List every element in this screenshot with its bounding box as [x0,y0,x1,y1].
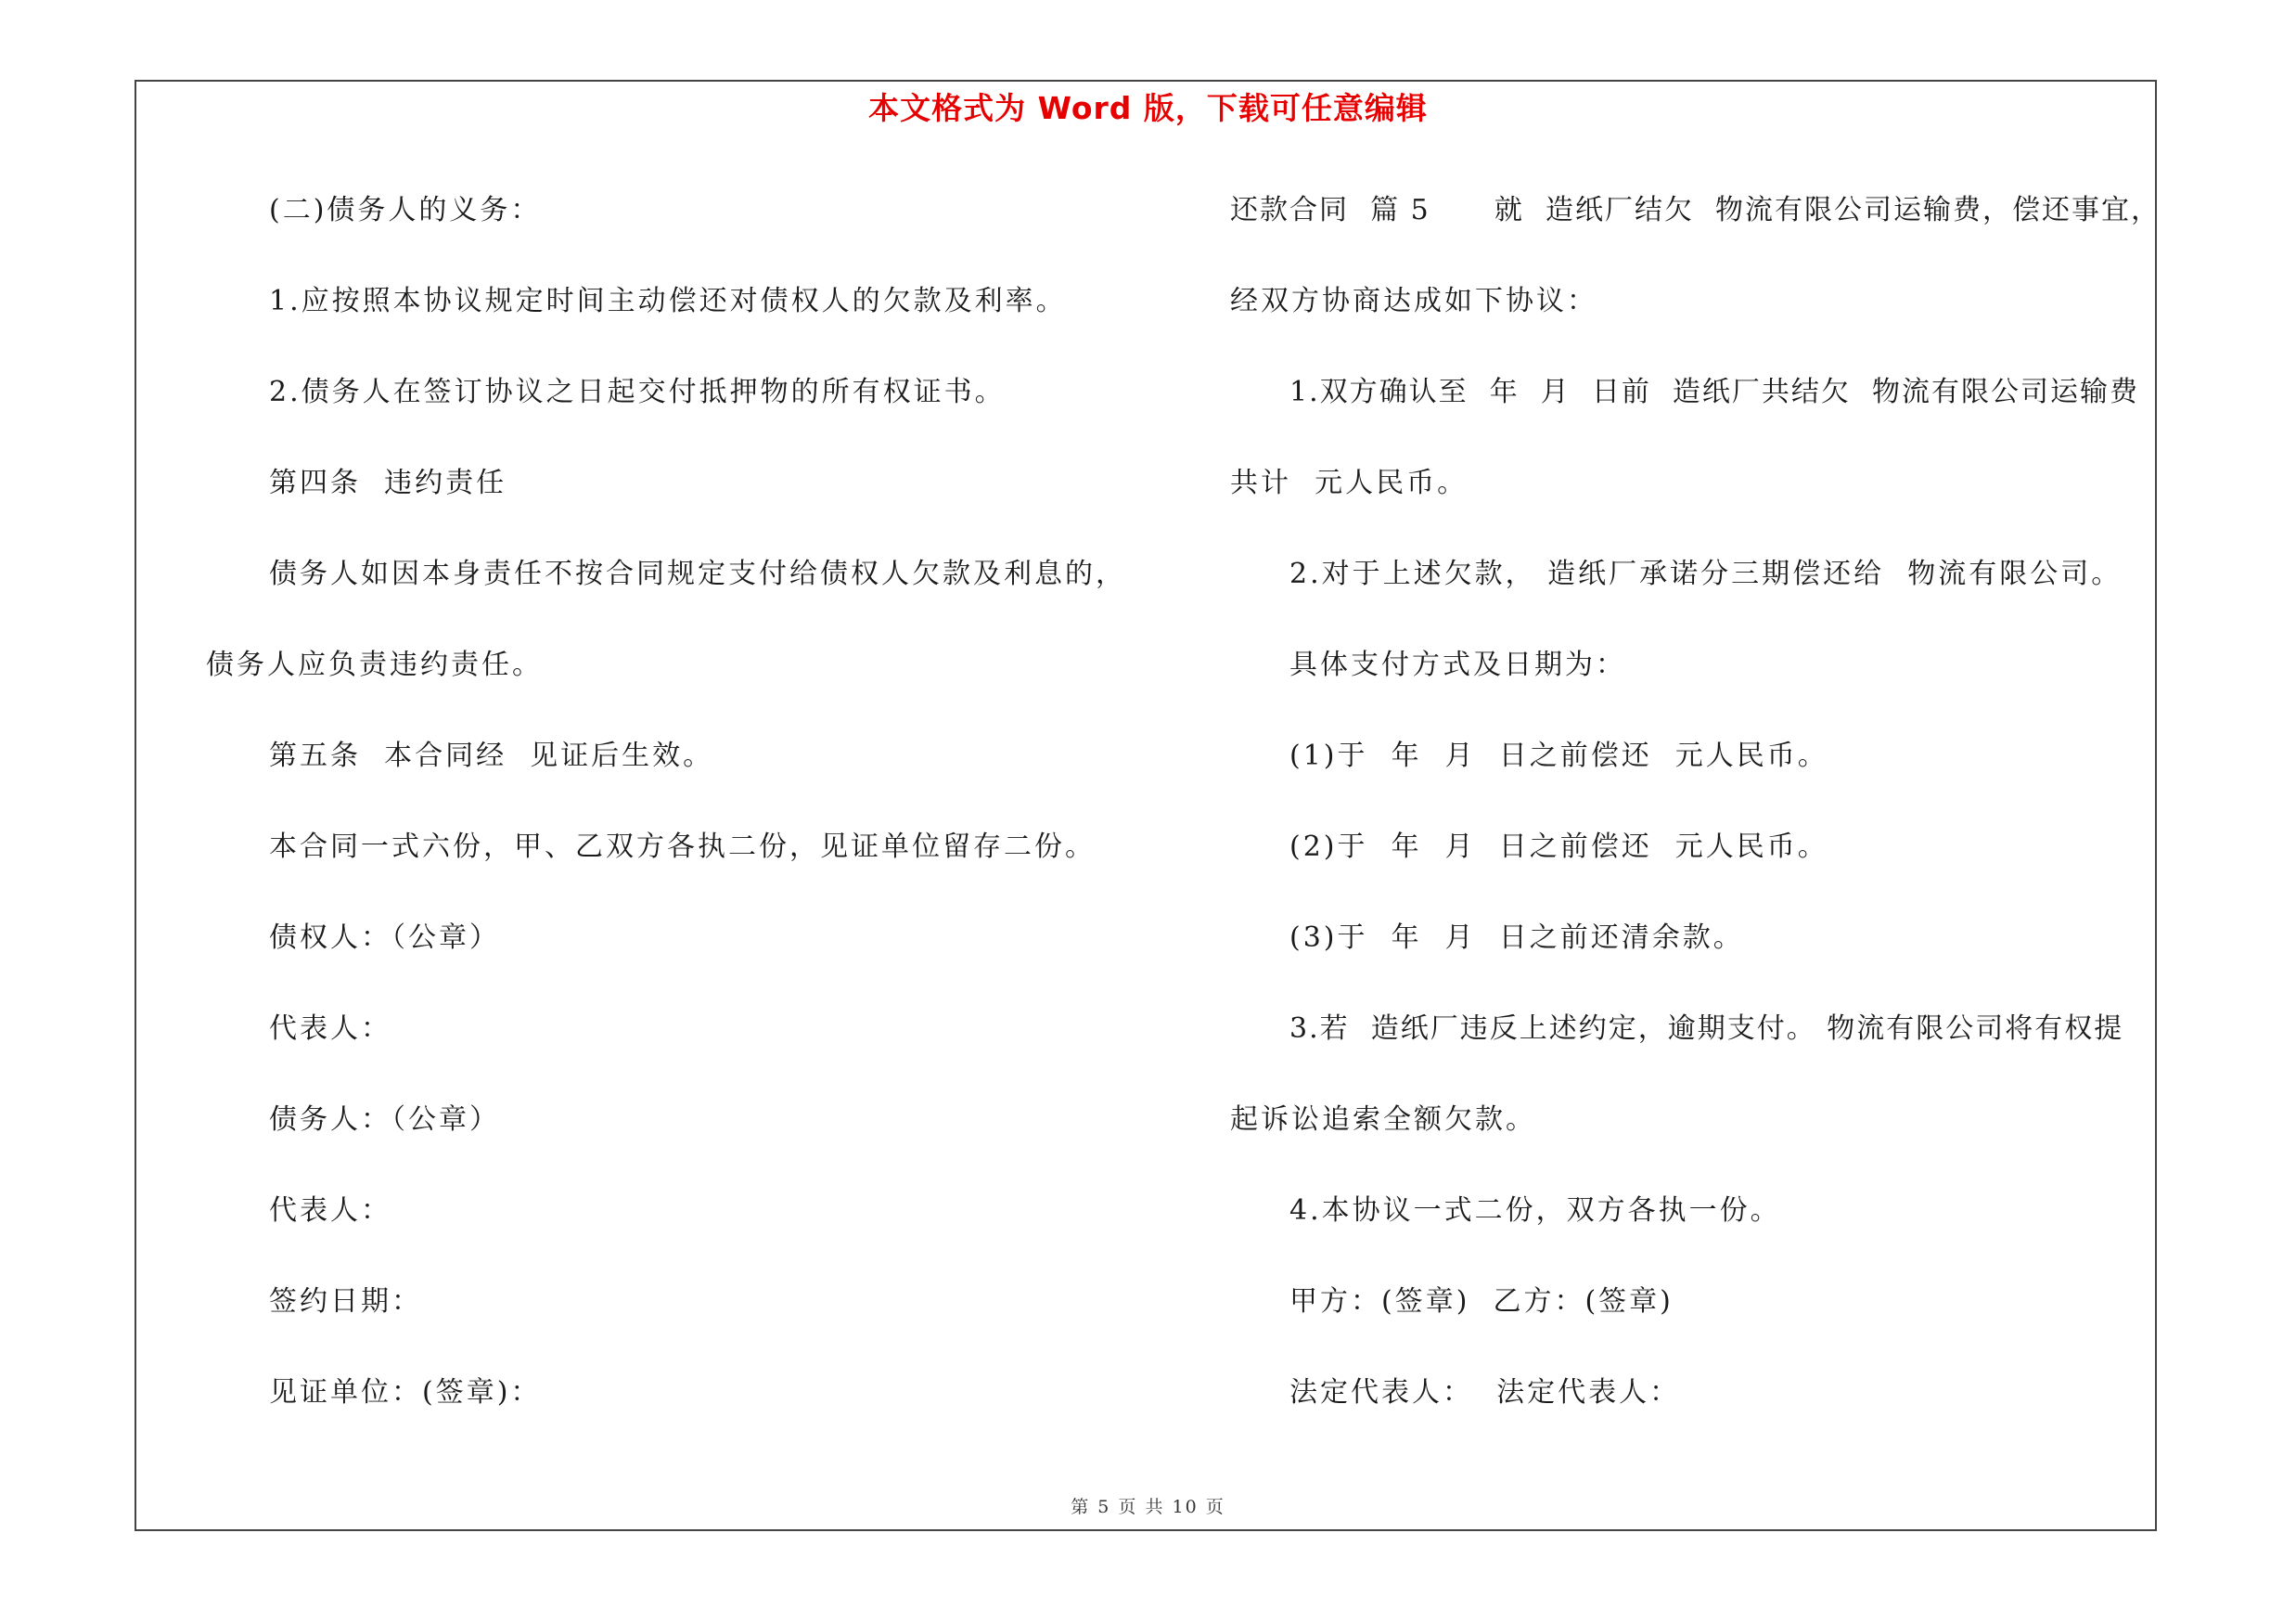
right-line: 具体支付方式及日期为： [1289,649,1626,681]
left-line: (二)债务人的义务： [269,194,542,226]
left-line: 1.应按照本协议规定时间主动偿还对债权人的欠款及利率。 [269,285,1067,317]
right-line: 起诉讼追索全额欠款。 [1230,1103,1536,1136]
page-number: 第 5 页 共 10 页 [1071,1497,1225,1517]
right-line: 2.对于上述欠款， 造纸厂承诺分三期偿还给 物流有限公司。 [1289,558,2123,590]
left-line: 代表人： [269,1012,391,1045]
left-line: 债务人：（公章） [269,1103,500,1136]
right-line: (3)于 年 月 日之前还清余款。 [1289,921,1744,954]
format-banner: 本文格式为 Word 版，下载可任意编辑 [868,90,1428,126]
left-line: 债权人：（公章） [269,921,500,954]
right-line: 甲方：(签章) 乙方：(签章) [1289,1285,1674,1318]
left-line: 第五条 本合同经 见证后生效。 [269,740,714,772]
left-line: 第四条 违约责任 [269,467,507,499]
right-line: 法定代表人： 法定代表人： [1289,1376,1681,1409]
left-line: 签约日期： [269,1285,422,1318]
left-line: 本合同一式六份，甲、乙双方各执二份，见证单位留存二份。 [269,831,1096,863]
right-line: 3.若 造纸厂违反上述约定，逾期支付。 物流有限公司将有权提 [1289,1012,2124,1045]
left-line: 见证单位：(签章)： [269,1376,542,1409]
right-line: 还款合同 篇 5 就 造纸厂结欠 物流有限公司运输费，偿还事宜， [1230,194,2161,226]
right-line: (2)于 年 月 日之前偿还 元人民币。 [1289,831,1828,863]
right-line: 1.双方确认至 年 月 日前 造纸厂共结欠 物流有限公司运输费 [1289,376,2139,408]
right-line: 4.本协议一式二份，双方各执一份。 [1289,1194,1781,1227]
right-line: 经双方协商达成如下协议： [1230,285,1597,317]
right-line: (1)于 年 月 日之前偿还 元人民币。 [1289,740,1828,772]
left-line: 债务人如因本身责任不按合同规定支付给债权人欠款及利息的， [269,558,1126,590]
left-line: 债务人应负责违约责任。 [206,649,543,681]
left-line: 代表人： [269,1194,391,1227]
right-line: 共计 元人民币。 [1230,467,1469,499]
left-line: 2.债务人在签订协议之日起交付抵押物的所有权证书。 [269,376,1006,408]
